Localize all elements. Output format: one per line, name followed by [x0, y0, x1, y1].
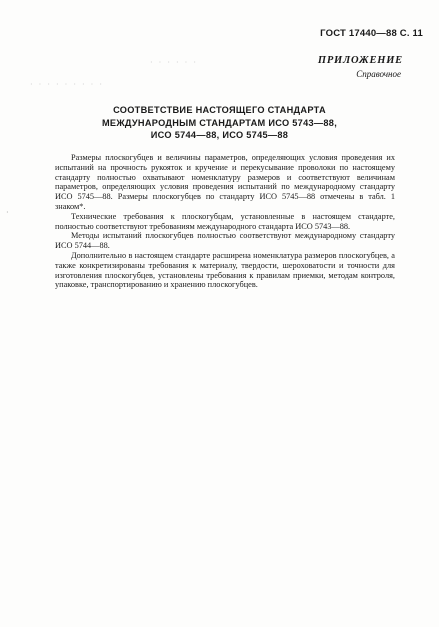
title-line-3: ИСО 5744—88, ИСО 5745—88 [150, 130, 289, 140]
annex-label: ПРИЛОЖЕНИЕ [317, 55, 403, 66]
paragraph: Дополнительно в настоящем стандарте расширена номенклатура размеров плоскогубцев, а также конкретизированы требования к материалу, твердости, шероховатости и точности для изготовления плоскогубцев, установлены требования к правилам приемки, методам контроля, упаковке, транспортированию и хранению плоскогубцев. [55, 250, 395, 290]
title-line-1: СООТВЕТСТВИЕ НАСТОЯЩЕГО СТАНДАРТА [113, 105, 326, 115]
annex-sublabel: Справочное [356, 69, 401, 79]
body-text [55, 153, 395, 290]
paragraph: Размеры плоскогубцев и величины параметров, определяющих условия проведения их испытаний на прочность рукояток и кручение и перекусывание проволоки по настоящему стандарту полностью охватывают номенклатуру размеров и соответствуют величинам параметров, определяющих условия проведения испытаний по международному стандарту ИСО 5745—88. Размеры плоскогубцев по стандарту ИСО 5745—88 отмечены в табл. 1 знаком*. [55, 153, 395, 211]
margin-mark: · [6, 208, 9, 217]
document-title [0, 104, 439, 142]
bleed-through-mark: · · · · · · · · · [30, 80, 104, 89]
paragraph: Технические требования к плоскогубцам, установленные в настоящем стандарте, полностью соответствуют требованиям международного стандарта ИСО 5743—88. [55, 211, 395, 231]
title-line-2: МЕЖДУНАРОДНЫМ СТАНДАРТАМ ИСО 5743—88, [101, 117, 338, 128]
paragraph: Методы испытаний плоскогубцев полностью соответствуют международному стандарту ИСО 5744—88. [55, 231, 395, 251]
bleed-through-mark: · · · · · · [150, 58, 198, 67]
standard-page-reference: ГОСТ 17440—88 С. 11 [320, 28, 423, 39]
